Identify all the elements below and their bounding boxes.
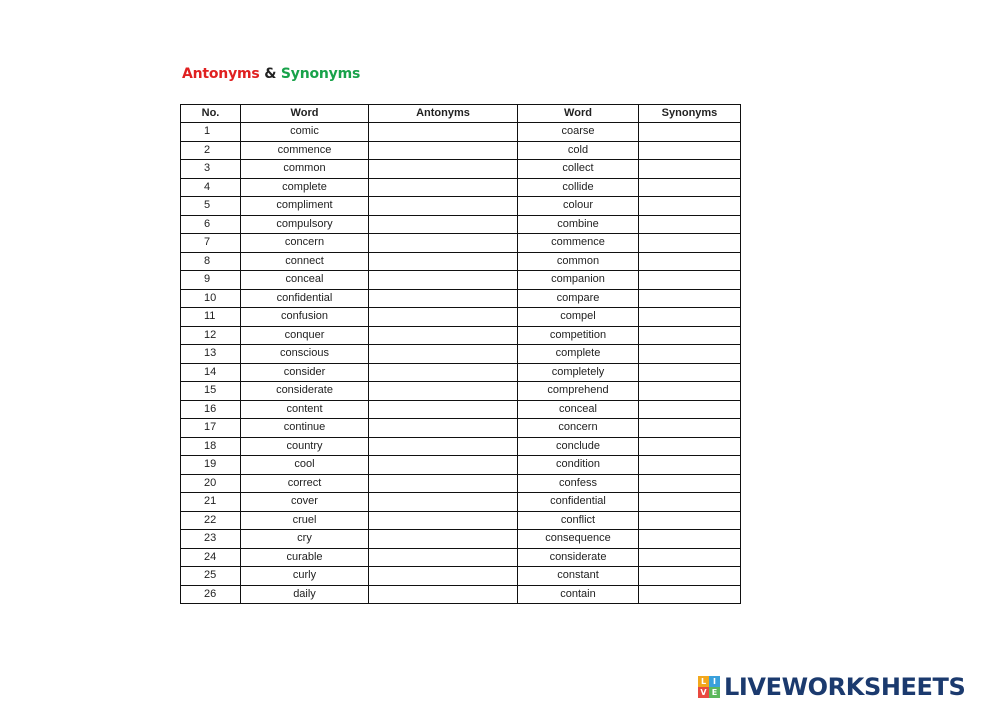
- synonym-answer-cell[interactable]: [639, 511, 741, 530]
- logo-icon-tile: E: [709, 687, 720, 698]
- row-number: 7: [181, 234, 241, 253]
- row-number: 13: [181, 345, 241, 364]
- table-row: [181, 585, 741, 604]
- row-number: 16: [181, 400, 241, 419]
- word-cell: common: [518, 252, 639, 271]
- row-number: 4: [181, 178, 241, 197]
- word-cell: cry: [241, 530, 369, 549]
- word-cell: consider: [241, 363, 369, 382]
- synonym-answer-cell[interactable]: [639, 197, 741, 216]
- word-cell: constant: [518, 567, 639, 586]
- word-cell: considerate: [241, 382, 369, 401]
- header-no: No.: [181, 105, 241, 123]
- antonym-answer-cell[interactable]: [369, 567, 518, 586]
- table-row: [181, 437, 741, 456]
- word-cell: curable: [241, 548, 369, 567]
- header-antonyms: Antonyms: [369, 105, 518, 123]
- word-cell: coarse: [518, 123, 639, 142]
- word-cell: compulsory: [241, 215, 369, 234]
- synonym-answer-cell[interactable]: [639, 400, 741, 419]
- word-cell: compel: [518, 308, 639, 327]
- row-number: 9: [181, 271, 241, 290]
- antonym-answer-cell[interactable]: [369, 215, 518, 234]
- table-row: [181, 363, 741, 382]
- row-number: 18: [181, 437, 241, 456]
- synonym-answer-cell[interactable]: [639, 345, 741, 364]
- word-cell: contain: [518, 585, 639, 604]
- row-number: 26: [181, 585, 241, 604]
- word-cell: compliment: [241, 197, 369, 216]
- row-number: 8: [181, 252, 241, 271]
- synonym-answer-cell[interactable]: [639, 437, 741, 456]
- table-body: [181, 123, 741, 604]
- table-row: [181, 326, 741, 345]
- table-row: [181, 567, 741, 586]
- row-number: 5: [181, 197, 241, 216]
- word-cell: connect: [241, 252, 369, 271]
- antonym-answer-cell[interactable]: [369, 437, 518, 456]
- word-cell: common: [241, 160, 369, 179]
- table-row: [181, 160, 741, 179]
- word-cell: conquer: [241, 326, 369, 345]
- table-header-row: [181, 105, 741, 123]
- word-cell: complete: [518, 345, 639, 364]
- synonym-answer-cell[interactable]: [639, 160, 741, 179]
- word-cell: curly: [241, 567, 369, 586]
- antonym-answer-cell[interactable]: [369, 197, 518, 216]
- table-row: [181, 493, 741, 512]
- word-cell: cold: [518, 141, 639, 160]
- word-cell: confidential: [241, 289, 369, 308]
- word-cell: comprehend: [518, 382, 639, 401]
- word-cell: collide: [518, 178, 639, 197]
- antonym-answer-cell[interactable]: [369, 345, 518, 364]
- word-cell: confusion: [241, 308, 369, 327]
- row-number: 3: [181, 160, 241, 179]
- table-row: [181, 511, 741, 530]
- vocabulary-table: [180, 104, 741, 604]
- synonym-answer-cell[interactable]: [639, 141, 741, 160]
- synonym-answer-cell[interactable]: [639, 474, 741, 493]
- header-word-2: Word: [518, 105, 639, 123]
- row-number: 2: [181, 141, 241, 160]
- synonym-answer-cell[interactable]: [639, 456, 741, 475]
- antonym-answer-cell[interactable]: [369, 141, 518, 160]
- synonym-answer-cell[interactable]: [639, 271, 741, 290]
- word-cell: conceal: [518, 400, 639, 419]
- antonym-answer-cell[interactable]: [369, 160, 518, 179]
- synonym-answer-cell[interactable]: [639, 548, 741, 567]
- row-number: 6: [181, 215, 241, 234]
- word-cell: content: [241, 400, 369, 419]
- antonym-answer-cell[interactable]: [369, 252, 518, 271]
- synonym-answer-cell[interactable]: [639, 530, 741, 549]
- synonym-answer-cell[interactable]: [639, 585, 741, 604]
- header-synonyms: Synonyms: [639, 105, 741, 123]
- synonym-answer-cell[interactable]: [639, 363, 741, 382]
- antonym-answer-cell[interactable]: [369, 548, 518, 567]
- word-cell: conclude: [518, 437, 639, 456]
- word-cell: condition: [518, 456, 639, 475]
- word-cell: conceal: [241, 271, 369, 290]
- word-cell: considerate: [518, 548, 639, 567]
- word-cell: confidential: [518, 493, 639, 512]
- antonym-answer-cell[interactable]: [369, 493, 518, 512]
- antonym-answer-cell[interactable]: [369, 419, 518, 438]
- word-cell: completely: [518, 363, 639, 382]
- logo-text: LIVEWORKSHEETS: [724, 673, 966, 701]
- row-number: 24: [181, 548, 241, 567]
- row-number: 12: [181, 326, 241, 345]
- antonym-answer-cell[interactable]: [369, 530, 518, 549]
- word-cell: commence: [518, 234, 639, 253]
- synonym-answer-cell[interactable]: [639, 419, 741, 438]
- table-row: [181, 345, 741, 364]
- word-cell: concern: [241, 234, 369, 253]
- row-number: 23: [181, 530, 241, 549]
- word-cell: complete: [241, 178, 369, 197]
- antonym-answer-cell[interactable]: [369, 123, 518, 142]
- word-cell: colour: [518, 197, 639, 216]
- word-cell: consequence: [518, 530, 639, 549]
- word-cell: competition: [518, 326, 639, 345]
- antonym-answer-cell[interactable]: [369, 308, 518, 327]
- table-row: [181, 215, 741, 234]
- logo-icon-tile: V: [698, 687, 709, 698]
- antonym-answer-cell[interactable]: [369, 289, 518, 308]
- synonym-answer-cell[interactable]: [639, 308, 741, 327]
- row-number: 1: [181, 123, 241, 142]
- table-row: [181, 234, 741, 253]
- row-number: 15: [181, 382, 241, 401]
- table-row: [181, 419, 741, 438]
- antonym-answer-cell[interactable]: [369, 456, 518, 475]
- logo-icon-tile: L: [698, 676, 709, 687]
- row-number: 11: [181, 308, 241, 327]
- header-word-1: Word: [241, 105, 369, 123]
- table-row: [181, 197, 741, 216]
- synonym-answer-cell[interactable]: [639, 234, 741, 253]
- table-row: [181, 289, 741, 308]
- antonym-answer-cell[interactable]: [369, 234, 518, 253]
- word-cell: concern: [518, 419, 639, 438]
- antonym-answer-cell[interactable]: [369, 585, 518, 604]
- table-row: [181, 271, 741, 290]
- row-number: 10: [181, 289, 241, 308]
- synonym-answer-cell[interactable]: [639, 382, 741, 401]
- table-row: [181, 141, 741, 160]
- word-cell: combine: [518, 215, 639, 234]
- row-number: 22: [181, 511, 241, 530]
- antonym-answer-cell[interactable]: [369, 271, 518, 290]
- word-cell: companion: [518, 271, 639, 290]
- table-row: [181, 456, 741, 475]
- row-number: 17: [181, 419, 241, 438]
- worksheet-title: [182, 66, 360, 82]
- antonym-answer-cell[interactable]: [369, 511, 518, 530]
- antonym-answer-cell[interactable]: [369, 382, 518, 401]
- word-cell: conscious: [241, 345, 369, 364]
- table-row: [181, 252, 741, 271]
- synonym-answer-cell[interactable]: [639, 567, 741, 586]
- word-cell: collect: [518, 160, 639, 179]
- liveworksheets-logo-icon: [698, 676, 720, 698]
- row-number: 19: [181, 456, 241, 475]
- row-number: 14: [181, 363, 241, 382]
- word-cell: comic: [241, 123, 369, 142]
- liveworksheets-logo: [698, 674, 965, 700]
- title-antonyms: Antonyms: [182, 66, 260, 82]
- table-row: [181, 308, 741, 327]
- synonym-answer-cell[interactable]: [639, 326, 741, 345]
- synonym-answer-cell[interactable]: [639, 289, 741, 308]
- title-ampersand: &: [264, 66, 277, 82]
- synonym-answer-cell[interactable]: [639, 493, 741, 512]
- synonym-answer-cell[interactable]: [639, 252, 741, 271]
- table-row: [181, 400, 741, 419]
- antonym-answer-cell[interactable]: [369, 178, 518, 197]
- table-row: [181, 548, 741, 567]
- word-cell: confess: [518, 474, 639, 493]
- word-cell: country: [241, 437, 369, 456]
- word-cell: commence: [241, 141, 369, 160]
- antonym-answer-cell[interactable]: [369, 400, 518, 419]
- antonym-answer-cell[interactable]: [369, 326, 518, 345]
- word-cell: cool: [241, 456, 369, 475]
- word-cell: conflict: [518, 511, 639, 530]
- word-cell: cruel: [241, 511, 369, 530]
- row-number: 20: [181, 474, 241, 493]
- word-cell: correct: [241, 474, 369, 493]
- title-synonyms: Synonyms: [280, 66, 361, 82]
- table-row: [181, 178, 741, 197]
- table-row: [181, 123, 741, 142]
- word-cell: continue: [241, 419, 369, 438]
- synonym-answer-cell[interactable]: [639, 215, 741, 234]
- logo-icon-tile: I: [709, 676, 720, 687]
- row-number: 21: [181, 493, 241, 512]
- row-number: 25: [181, 567, 241, 586]
- synonym-answer-cell[interactable]: [639, 178, 741, 197]
- table-row: [181, 474, 741, 493]
- antonym-answer-cell[interactable]: [369, 474, 518, 493]
- antonym-answer-cell[interactable]: [369, 363, 518, 382]
- table-row: [181, 382, 741, 401]
- word-cell: cover: [241, 493, 369, 512]
- table-row: [181, 530, 741, 549]
- synonym-answer-cell[interactable]: [639, 123, 741, 142]
- word-cell: daily: [241, 585, 369, 604]
- word-cell: compare: [518, 289, 639, 308]
